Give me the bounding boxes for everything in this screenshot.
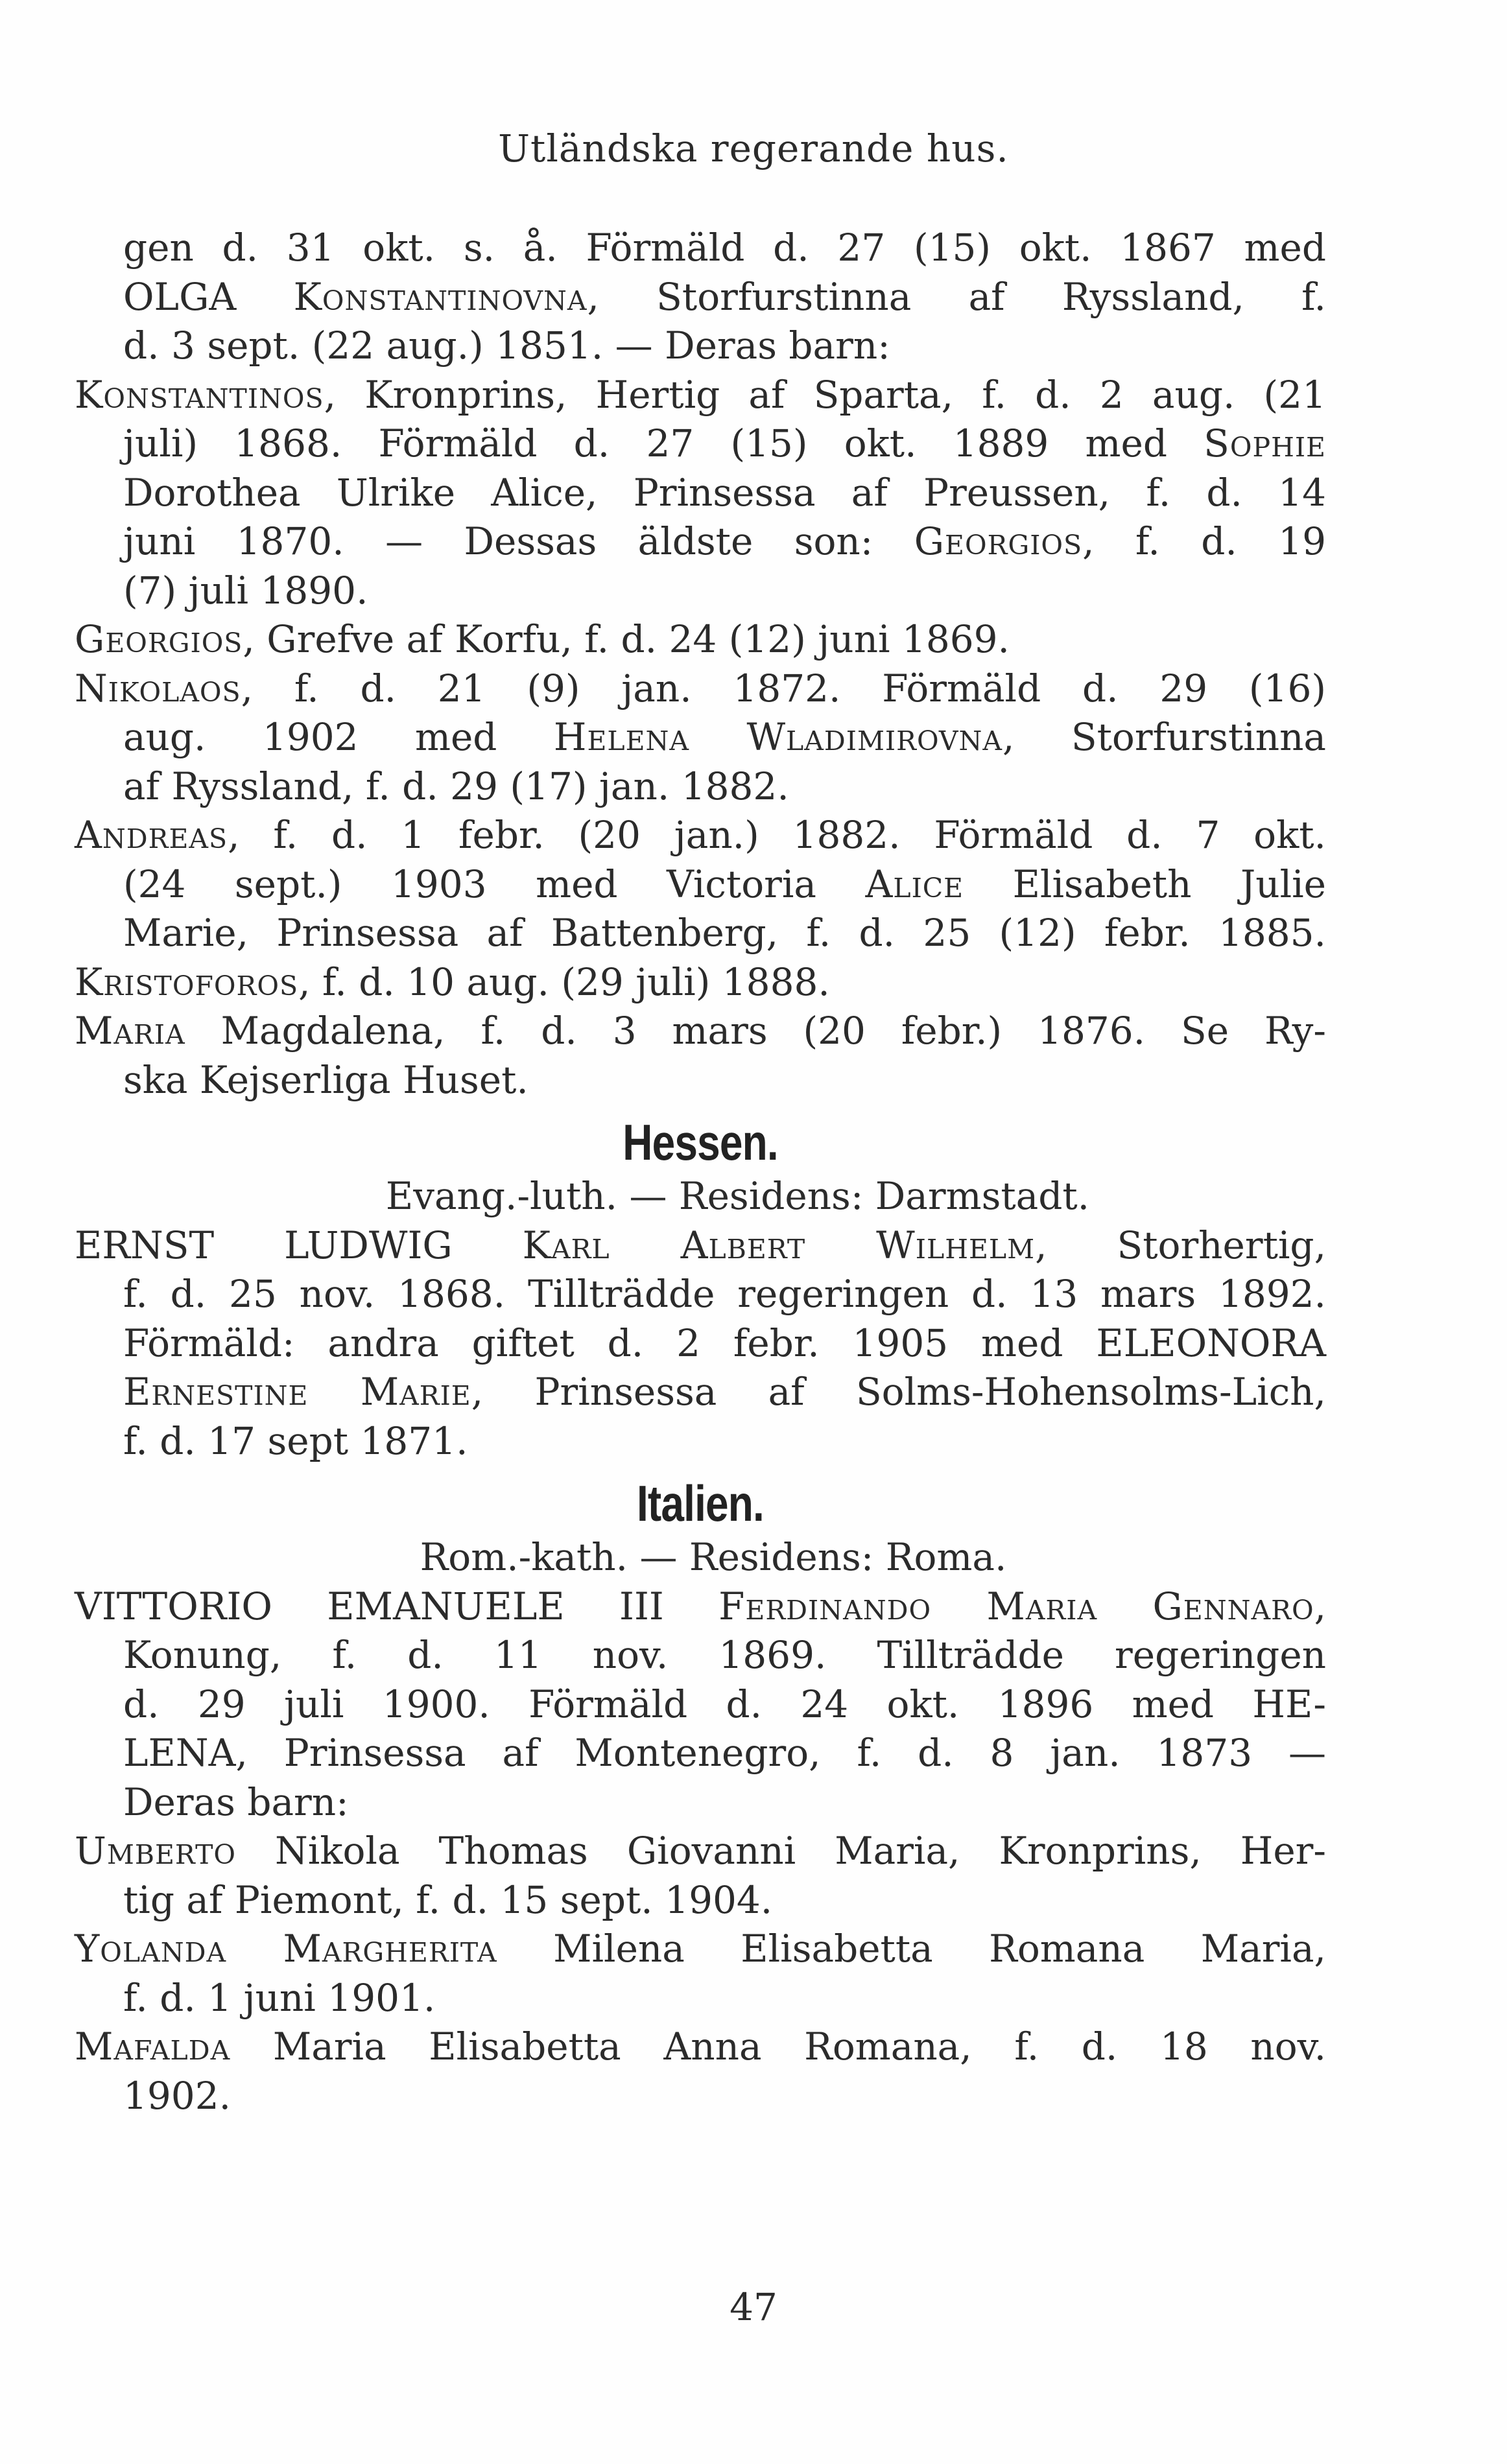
text-run: ERNST LUDWIG xyxy=(75,1223,523,1267)
text-run: ska Kejserliga Huset. xyxy=(123,1057,528,1102)
text-run: Milena Elisabetta Romana Maria, xyxy=(497,1927,1326,1971)
text-run: tig af Piemont, f. d. 15 sept. 1904. xyxy=(123,1877,773,1922)
text-run: , Prinsessa af Solms-Hohensolms-Lich, xyxy=(471,1370,1326,1414)
text-line xyxy=(75,860,1326,909)
section-title-italien: Italien. xyxy=(636,1475,765,1532)
text-run: , f. d. 1 febr. (20 jan.) 1882. Förmäld d. 7 okt. xyxy=(228,813,1326,857)
text-line xyxy=(75,322,1326,371)
small-caps-name: Karl Albert Wilhelm xyxy=(522,1223,1036,1267)
text-line xyxy=(75,2072,1326,2121)
small-caps-name: Georgios xyxy=(75,617,243,661)
text-run: juni 1870. — Dessas äldste son: xyxy=(123,519,914,563)
small-caps-name: Maria xyxy=(75,1009,185,1053)
small-caps-name: Alice xyxy=(865,862,964,906)
text-line xyxy=(75,1729,1326,1778)
text-run: OLGA xyxy=(123,274,294,319)
small-caps-name: Georgios xyxy=(914,519,1083,563)
text-run: Deras barn: xyxy=(123,1779,349,1824)
text-line xyxy=(75,1056,1326,1105)
text-line xyxy=(75,615,1326,664)
small-caps-name: Konstantinovna xyxy=(293,274,587,319)
text-run: LENA, Prinsessa af Montenegro, f. d. 8 jan. 1873 — xyxy=(123,1731,1326,1775)
small-caps-name: Yolanda Margherita xyxy=(75,1927,497,1971)
text-run: Nikola Thomas Giovanni Maria, Kronprins, Her- xyxy=(236,1829,1326,1873)
text-run: , Storfurstinna af Ryssland, f. xyxy=(587,274,1326,319)
italien-section xyxy=(75,1473,1326,2120)
text-line xyxy=(75,1876,1326,1925)
text-line xyxy=(75,1368,1326,1417)
text-run: Elisabeth Julie xyxy=(964,862,1326,906)
text-run: Förmäld: andra giftet d. 2 febr. 1905 med ELEONORA xyxy=(123,1320,1326,1365)
text-run: f. d. 25 nov. 1868. Tillträdde regeringen d. 13 mars 1892. xyxy=(123,1272,1326,1316)
text-run: f. d. 17 sept 1871. xyxy=(123,1418,468,1463)
text-run: Konung, f. d. 11 nov. 1869. Tillträdde regeringen xyxy=(123,1633,1326,1677)
hessen-entries xyxy=(75,1221,1326,1466)
text-line xyxy=(75,664,1326,714)
text-line xyxy=(75,1631,1326,1680)
text-run: Magdalena, f. d. 3 mars (20 febr.) 1876. Se Ry- xyxy=(185,1009,1326,1053)
hessen-section xyxy=(75,1112,1326,1466)
text-run: f. d. 1 juni 1901. xyxy=(123,1975,436,2020)
small-caps-name: Kristoforos xyxy=(75,959,299,1004)
small-caps-name: Konstantinos xyxy=(75,372,324,417)
section-subtitle-hessen: Evang.-luth. — Residens: Darmstadt. xyxy=(385,1174,1090,1218)
text-line xyxy=(75,371,1326,420)
small-caps-name: Andreas xyxy=(75,813,228,857)
small-caps-name: Helena Wladimirovna xyxy=(553,715,1003,759)
text-line xyxy=(75,1007,1326,1056)
text-run: d. 29 juli 1900. Förmäld d. 24 okt. 1896 med HE- xyxy=(123,1682,1326,1726)
text-line xyxy=(75,517,1326,567)
text-run: gen d. 31 okt. s. å. Förmäld d. 27 (15) okt. 1867 med xyxy=(123,226,1326,270)
text-line xyxy=(75,1680,1326,1730)
text-line xyxy=(75,273,1326,322)
text-line xyxy=(75,224,1326,273)
text-run: , f. d. 21 (9) jan. 1872. Förmäld d. 29 (16) xyxy=(241,666,1326,710)
text-line xyxy=(75,419,1326,469)
text-line xyxy=(75,958,1326,1007)
text-line xyxy=(75,1319,1326,1368)
text-line xyxy=(75,1827,1326,1876)
text-line xyxy=(75,1778,1326,1827)
text-run: , f. d. 19 xyxy=(1082,519,1326,563)
text-line xyxy=(75,469,1326,518)
section-subtitle-italien: Rom.-kath. — Residens: Roma. xyxy=(420,1535,1007,1579)
small-caps-name: Umberto xyxy=(75,1829,237,1873)
text-run: VITTORIO EMANUELE III xyxy=(75,1584,719,1628)
text-run: juli) 1868. Förmäld d. 27 (15) okt. 1889 med xyxy=(123,421,1204,465)
text-run: , f. d. 10 aug. (29 juli) 1888. xyxy=(298,959,830,1004)
text-run: 1902. xyxy=(123,2073,231,2118)
text-line xyxy=(75,811,1326,860)
text-line xyxy=(75,1925,1326,1974)
text-run: (7) juli 1890. xyxy=(123,568,368,613)
greece-continued-entries xyxy=(75,224,1326,1105)
text-line xyxy=(75,1582,1326,1632)
text-run: aug. 1902 med xyxy=(123,715,554,759)
text-line xyxy=(75,1221,1326,1271)
text-run: , Kronprins, Hertig af Sparta, f. d. 2 aug. (21 xyxy=(324,372,1326,417)
text-line xyxy=(75,762,1326,812)
small-caps-name: Nikolaos xyxy=(75,666,241,710)
small-caps-name: Sophie xyxy=(1204,421,1326,465)
text-line xyxy=(75,909,1326,958)
text-line xyxy=(75,1974,1326,2023)
text-run: Dorothea Ulrike Alice, Prinsessa af Preussen, f. d. 14 xyxy=(123,470,1326,515)
small-caps-name: Ferdinando Maria Gennaro xyxy=(718,1584,1314,1628)
text-run: d. 3 sept. (22 aug.) 1851. — Deras barn: xyxy=(123,323,890,368)
text-run: Maria Elisabetta Anna Romana, f. d. 18 nov. xyxy=(230,2024,1326,2069)
text-run: Marie, Prinsessa af Battenberg, f. d. 25 (12) febr. 1885. xyxy=(123,911,1326,955)
text-run: (24 sept.) 1903 med Victoria xyxy=(123,862,866,906)
text-line xyxy=(75,713,1326,762)
text-line xyxy=(75,1417,1326,1466)
small-caps-name: Ernestine Marie xyxy=(123,1370,471,1414)
text-run: , xyxy=(1314,1584,1326,1628)
text-line xyxy=(75,567,1326,616)
text-run: , Storfurstinna xyxy=(1003,715,1327,759)
page-number: 47 xyxy=(730,2285,777,2329)
section-title-hessen: Hessen. xyxy=(623,1114,778,1171)
text-run: , Storhertig, xyxy=(1035,1223,1327,1267)
running-head: Utländska regerande hus. xyxy=(498,126,1009,170)
italien-entries xyxy=(75,1582,1326,2121)
text-line xyxy=(75,1270,1326,1319)
text-run: , Grefve af Korfu, f. d. 24 (12) juni 1869. xyxy=(243,617,1010,661)
text-line xyxy=(75,2023,1326,2072)
page-body xyxy=(75,224,1326,2120)
text-run: af Ryssland, f. d. 29 (17) jan. 1882. xyxy=(123,764,789,808)
small-caps-name: Mafalda xyxy=(75,2024,231,2069)
